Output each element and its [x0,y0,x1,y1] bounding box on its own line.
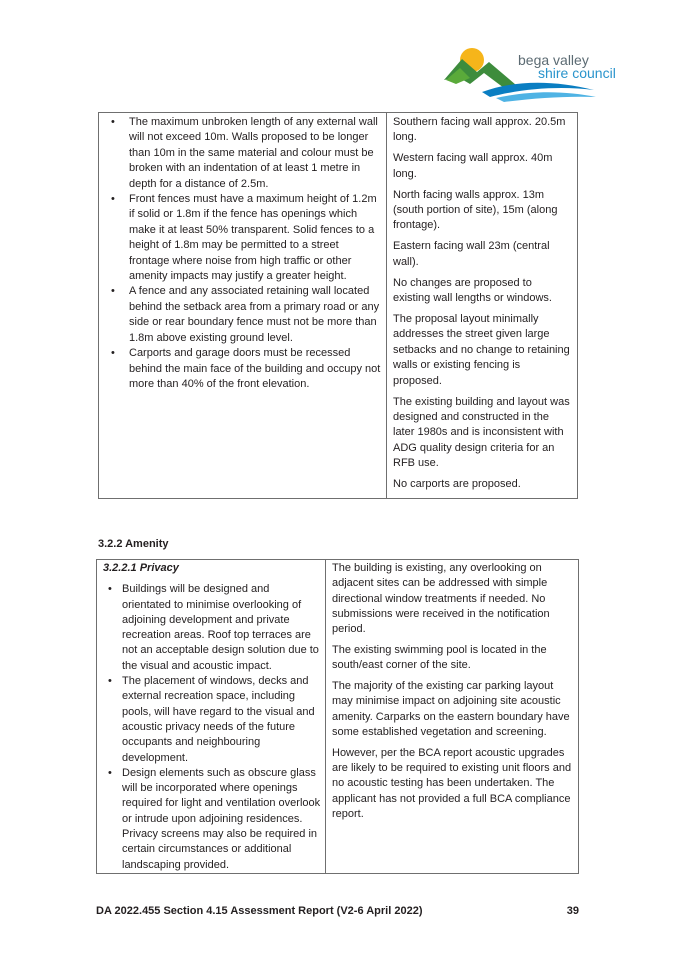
privacy-control-item: • Buildings will be designed and orientated to minimise overlooking of adjoining development and private recreation areas. Roof top terraces are not an acceptable design solution due to the visual and acoustic impact. [122,582,321,674]
council-logo [444,40,634,104]
assessment-cell [387,113,578,499]
control-item: • A fence and any associated retaining wall located behind the setback area from a primary road or any side or rear boundary fence must not be more than 1.8m above existing ground level. [129,284,381,346]
privacy-assessment-paragraph: The existing swimming pool is located in the south/east corner of the site. [332,643,547,672]
assessment-paragraph: Eastern facing wall 23m (central wall). [393,240,550,268]
controls-cell [99,113,387,499]
assessment-paragraph: No carports are proposed. [393,478,521,491]
section-heading: 3.2.2 Amenity [98,538,169,550]
privacy-assessment-paragraph: The majority of the existing car parking layout may minimise impact on adjoining site acoustic amenity. Carparks on the eastern boundary have some established vegetation and screening. [332,680,570,738]
assessment-paragraph: No changes are proposed to existing wall lengths or windows. [393,276,552,305]
privacy-control-item: • The placement of windows, decks and external recreation space, including pools, will have regard to the visual and acoustic privacy needs of the future occupants and neighbouring development. [122,674,321,766]
assessment-paragraph: The proposal layout minimally addresses the street given large setbacks and no change to retaining walls or existing fencing is proposed. [393,312,570,387]
control-item: • Carports and garage doors must be recessed behind the main face of the building and occupy not more than 40% of the front elevation. [129,346,381,392]
control-item: • Front fences must have a maximum height of 1.2m if solid or 1.8m if the fence has openings which make it at least 50% transparent. Solid fences to a height of 1.8m may be permitted to a street frontage where noise from high traffic or other amenity impacts may justify a greater height. [129,192,381,284]
logo-text-line1: bega valley [518,52,589,68]
assessment-paragraph: Western facing wall approx. 40m long. [393,152,553,180]
assessment-paragraph: Southern facing wall approx. 20.5m long. [393,116,566,144]
assessment-paragraph: North facing walls approx. 13m (south portion of site), 15m (along frontage). [393,188,558,232]
controls-table-1 [98,112,578,499]
privacy-assessment-cell [326,560,579,874]
footer-text: DA 2022.455 Section 4.15 Assessment Report (V2-6 April 2022) [96,905,423,917]
page-number: 39 [566,905,579,917]
privacy-subheading: 3.2.2.1 Privacy [103,562,179,574]
privacy-controls-cell [97,560,326,874]
privacy-table [96,559,579,874]
privacy-control-item: • Design elements such as obscure glass will be incorporated where openings required for light and ventilation overlook or intrude upon adjoining residences. Privacy screens may also be required in certain circumstances or additional landscaping provided. [122,766,321,873]
control-item: • The maximum unbroken length of any external wall will not exceed 10m. Walls proposed to be longer than 10m in the same material and colour must be broken with an indentation of at least 1 metre in depth for a distance of 2.5m. [129,115,381,192]
privacy-assessment-paragraph: The building is existing, any overlooking on adjacent sites can be addressed with simple directional window treatments if needed. No submissions were received in the notification period. [332,562,550,636]
logo-text-line2: shire council [538,65,616,81]
assessment-paragraph: The existing building and layout was designed and constructed in the later 1980s and is inconsistent with ADG quality design criteria for an RFB use. [393,395,570,470]
page-footer [96,905,579,921]
privacy-controls-list [103,582,321,873]
controls-list [103,115,381,392]
privacy-assessment-paragraph: However, per the BCA report acoustic upgrades are likely to be required to existing unit floors and no acoustic testing has been undertaken. The applicant has not provided a full BCA compliance report. [332,746,572,820]
